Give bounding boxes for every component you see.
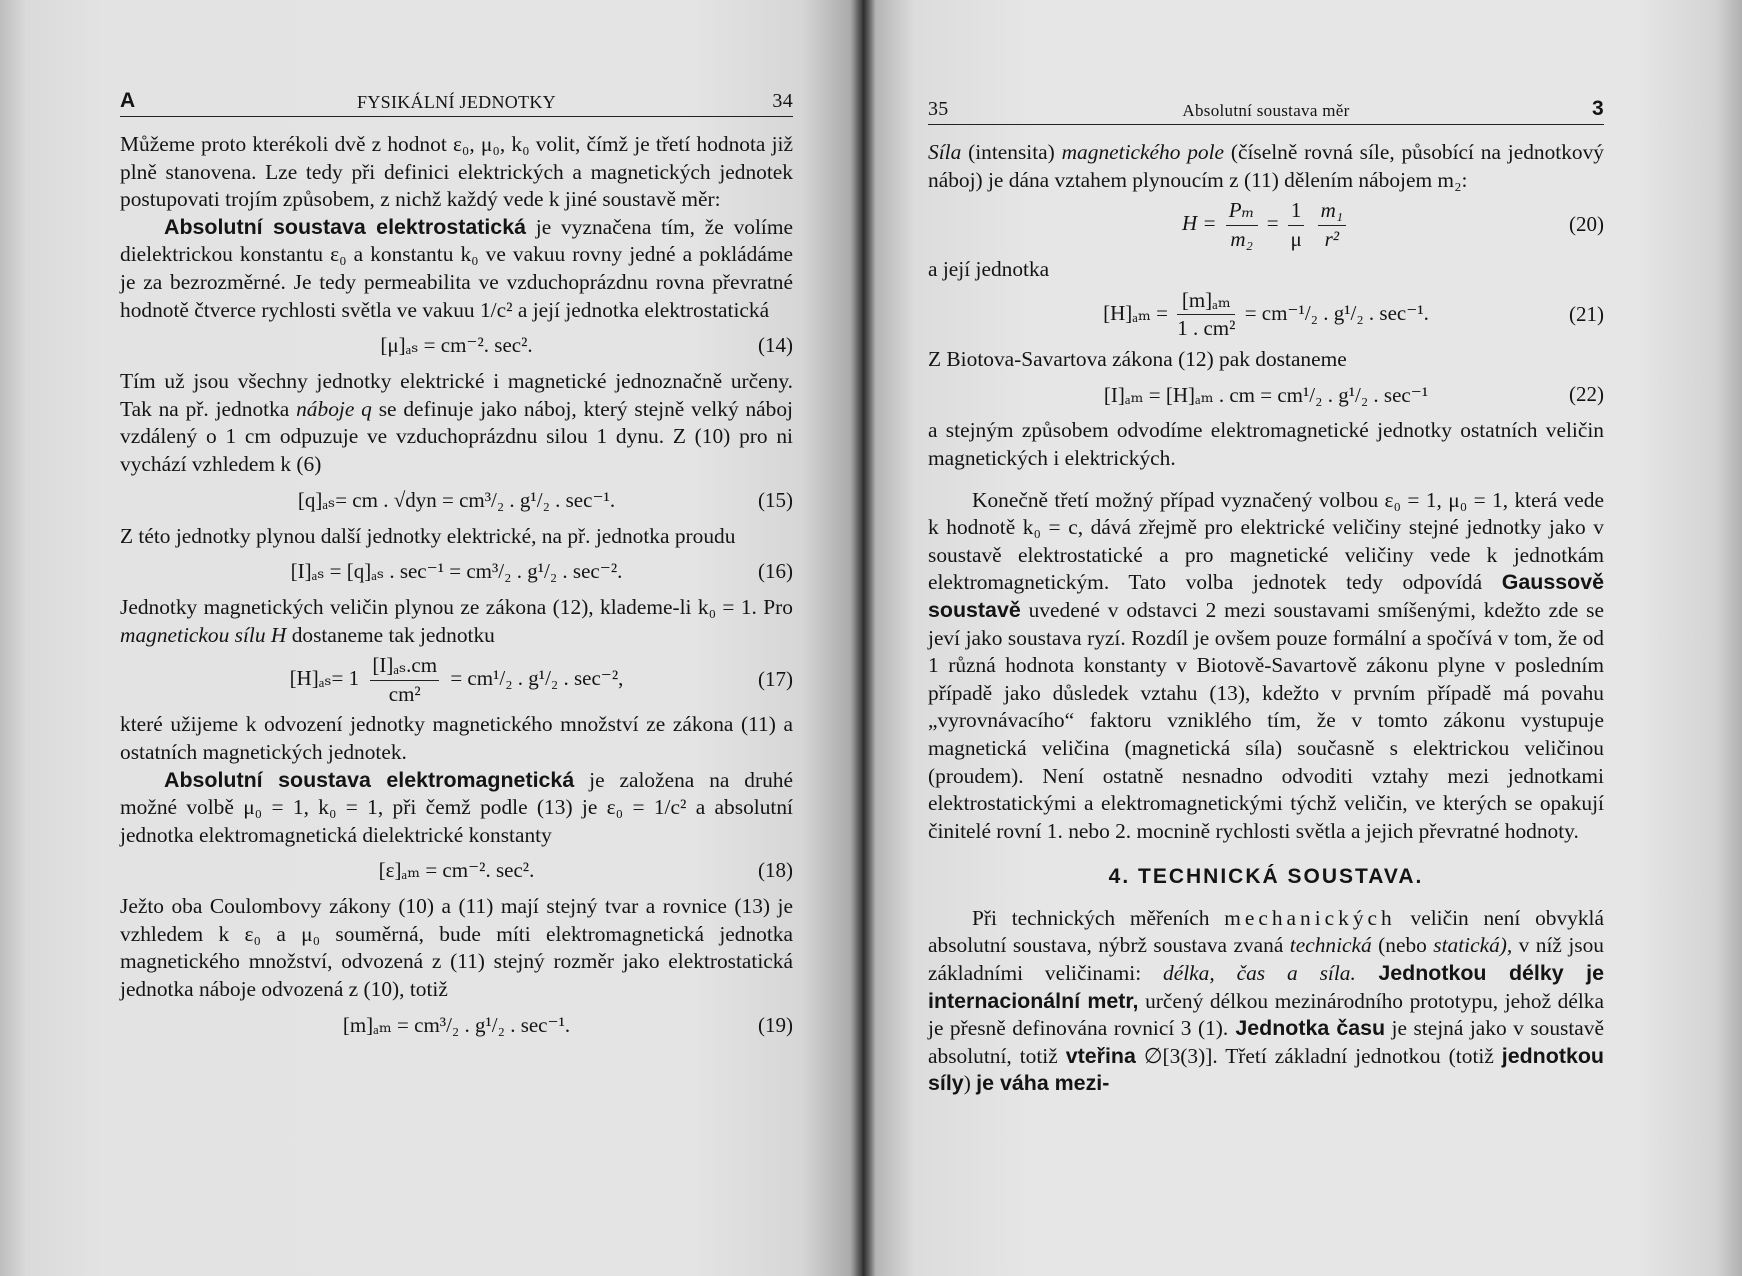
equation-expression: [ε]ₐₘ = cm⁻². sec². <box>378 858 535 883</box>
fraction-numerator: [I]ₐₛ.cm <box>370 652 439 681</box>
paragraph-text: je založena na druhé možné volbě μ₀ = 1, k₀ = 1, při čemž podle (13) je ε₀ = 1/c² a absolutní jednotka elektromagnetická dielektrické konstanty <box>120 767 793 847</box>
equation-expression <box>928 287 1604 343</box>
section-heading: 4. TECHNICKÁ SOUSTAVA. <box>1108 865 1424 889</box>
equals-sign: = <box>1266 211 1279 235</box>
bold-term: Jednotka času <box>1228 1016 1386 1041</box>
running-title: Absolutní soustava měr <box>1182 101 1350 120</box>
bold-term: jednotkou síly <box>928 1043 1604 1096</box>
fraction-numerator: Pₘ <box>1226 197 1258 226</box>
fraction-denominator: r² <box>1324 226 1340 251</box>
right-running-head <box>928 94 1604 125</box>
bold-term: Jednotkou délky je internacionální metr, <box>928 961 1604 1013</box>
paragraph <box>120 767 793 850</box>
equation-number: (17) <box>758 667 793 692</box>
paragraph <box>928 905 1604 1098</box>
equation-number: (20) <box>1569 212 1604 237</box>
italic-term: Síla <box>928 140 962 164</box>
equation-number: (21) <box>1569 301 1604 326</box>
equation-19 <box>120 1004 793 1048</box>
left-page-content <box>120 86 793 1048</box>
paragraph: a stejným způsobem odvodíme elektromagnetické jednotky ostatních veličin magnetických i elektrických. <box>928 418 1604 470</box>
right-body <box>928 139 1604 1098</box>
fraction-numerator: 1 <box>1288 197 1305 226</box>
paragraph-text: Při technických měřeních <box>972 905 1225 930</box>
paragraph-text: je vyznačena tím, že volíme dielektrickou konstantu ε₀ a konstantu k₀ ve vakuu rovny jedné a pokládáme je za bezrozměrné. Je tedy permeabilita ve vzduchoprázdnu rovna převratné hodnotě čtverce rychlosti světla ve vakuu 1/c² a její jednotka elektrostatická <box>120 214 794 322</box>
italic-term: délka, čas a síla. <box>1163 961 1356 986</box>
paragraph: a její jednotka <box>928 257 1050 282</box>
book-gutter <box>850 0 876 1276</box>
equation-17 <box>120 649 793 711</box>
paragraph <box>928 487 1604 846</box>
equation-lhs: [H]ₐₛ= 1 <box>289 666 360 691</box>
equation-18 <box>120 849 793 893</box>
paragraph-text: se definuje jako náboj, který stejně velký náboj vzdálený o 1 cm odpuzuje ve vzduchoprázdnu silou 1 dynu. Z (10) pro ni vychází vzhledem k (6) <box>120 396 793 476</box>
equation-expression <box>120 652 793 708</box>
paragraph-text: ) <box>963 1071 977 1096</box>
equation-expression: [I]ₐₘ = [H]ₐₘ . cm = cm¹/₂ . g¹/₂ . sec⁻¹ <box>1103 382 1429 407</box>
equation-number: (22) <box>1569 382 1604 407</box>
equation-expression: [m]ₐₘ = cm³/₂ . g¹/₂ . sec⁻¹. <box>342 1012 571 1037</box>
left-body <box>120 131 793 1048</box>
fraction-denominator: μ <box>1290 226 1302 251</box>
fraction-numerator: m₁ <box>1318 197 1346 226</box>
right-page-content <box>928 94 1604 1098</box>
bold-term: Gaussově soustavě <box>928 570 1604 622</box>
italic-term: technická <box>1289 933 1372 958</box>
fraction <box>370 652 439 708</box>
paragraph: Z této jednotky plynou další jednotky elektrické, na př. jednotka proudu <box>120 523 736 548</box>
fraction <box>1288 197 1305 253</box>
running-title: FYSIKÁLNÍ JEDNOTKY <box>357 92 556 112</box>
paragraph: Ježto oba Coulombovy zákony (10) a (11) mají stejný tvar a rovnice (13) je vzhledem k ε₀ a μ₀ souměrná, bude míti elektromagnetická jednotka magnetického množství, odvozená z (11) stejný rozměr jako elektrostatická jednotka náboje odvozená z (10), totiž <box>120 894 793 1002</box>
paragraph <box>928 139 1604 194</box>
equation-lhs: H = <box>1181 211 1217 235</box>
bold-term: Absolutní soustava elektromagnetická <box>164 767 575 792</box>
fraction-denominator: cm² <box>388 681 421 706</box>
fraction-numerator: [m]ₐₘ <box>1177 287 1235 316</box>
fraction <box>1226 197 1258 253</box>
paragraph-text: Jednotky magnetických veličin plynou ze zákona (12), klademe-li k₀ = 1. Pro <box>120 595 793 620</box>
fraction-denominator: m₂ <box>1230 226 1253 251</box>
paragraph-text: Tím už jsou všechny jednotky elektrické i magnetické jednoznačně určeny. Tak na př. jednotka <box>120 369 793 421</box>
equation-expression: [I]ₐₛ = [q]ₐₛ . sec⁻¹ = cm³/₂ . g¹/₂ . sec⁻². <box>290 559 623 584</box>
equation-15 <box>120 479 793 523</box>
equation-number: (19) <box>758 1012 793 1037</box>
page-number: 35 <box>928 98 949 120</box>
equation-rhs: = cm⁻¹/₂ . g¹/₂ . sec⁻¹. <box>1244 300 1429 325</box>
equation-number: (16) <box>758 559 793 584</box>
bold-term: vteřina <box>1065 1043 1136 1068</box>
left-page <box>0 0 862 1276</box>
equation-number: (15) <box>758 487 793 512</box>
equation-21 <box>928 284 1604 346</box>
italic-term: náboje q <box>296 396 372 421</box>
left-running-head <box>120 86 793 117</box>
paragraph <box>120 368 793 478</box>
paragraph-text: dostaneme tak jednotku <box>286 622 495 647</box>
paragraph-text: ∅[3(3)]. Třetí základní jednotkou (totiž <box>1135 1043 1502 1068</box>
equation-expression: [q]ₐₛ= cm . √dyn = cm³/₂ . g¹/₂ . sec⁻¹. <box>297 487 616 512</box>
fraction <box>1177 287 1235 343</box>
italic-term: magnetickou sílu H <box>120 622 287 647</box>
fraction <box>1318 197 1346 253</box>
bold-term: Absolutní soustava elektrostatická <box>164 214 526 239</box>
paragraph-text: (číselně rovná síle, působící na jednotkový náboj) je dána vztahem plynoucím z (11) dělením nábojem m₂: <box>928 140 1605 192</box>
chapter-number: 3 <box>1592 97 1604 120</box>
paragraph <box>120 214 793 324</box>
equation-14 <box>120 324 793 368</box>
fraction-denominator: 1 . cm² <box>1177 316 1236 341</box>
equation-expression: [μ]ₐₛ = cm⁻². sec². <box>380 333 533 358</box>
page-number: 34 <box>772 90 793 112</box>
equation-number: (14) <box>758 333 793 358</box>
paragraph: které užijeme k odvození jednotky magnetického množství ze zákona (11) a ostatních magnetických jednotek. <box>120 712 793 764</box>
equation-expression <box>928 197 1604 253</box>
paragraph-text: Konečně třetí možný případ vyznačený volbou ε₀ = 1, μ₀ = 1, která vede k hodnotě k₀ = c, dává zřejmě pro elektrické veličiny stejné jednotky jako v soustavě elektrostatické a pro magnetické veličiny vede k jednotkám elektromagnetickým. Tato volba jednotek tedy odpovídá <box>928 487 1604 595</box>
equation-22 <box>928 373 1604 417</box>
paragraph-text: uvedené v odstavci 2 mezi soustavami smíšenými, kdežto zde se jeví jako soustava ryzí. Rozdíl je ovšem pouze formální a spočívá v tom, že od 1 různá hodnota konstanty v Biotově-Savartově zákonu plyne v posledním případě jako důsledek vztahu (13), kdežto v prvním případě má povahu „vyrovnávacího“ faktoru vzniklého tím, že v tomto zákonu vystupuje magnetická veličina (magnetická síla) současně s elektrickou veličinou (proudem). Není ostatně nesnadno odvoditi vztahy mezi jednotkami elektrostatickými a elektromagnetickými týchž veličin, ve kterých se opakují činitelé rovní 1. nebo 2. mocnině rychlosti světla a jejich převratné hodnoty. <box>928 597 1604 843</box>
equation-lhs: [H]ₐₘ = <box>1103 300 1168 325</box>
paragraph-text: určený délkou mezinárodního prototypu, jehož délka je přesně definována rovnicí 3 (1). <box>928 988 1604 1041</box>
paragraph-text: veličin není obvyklá absolutní soustava, nýbrž soustava zvaná <box>928 905 1604 958</box>
equation-rhs: = cm¹/₂ . g¹/₂ . sec⁻², <box>450 666 624 691</box>
italic-term: statická), <box>1433 933 1513 958</box>
section-letter: A <box>120 89 136 112</box>
equation-number: (18) <box>758 858 793 883</box>
bold-term: je váha mezi- <box>976 1071 1110 1096</box>
paragraph: Můžeme proto kterékoli dvě z hodnot ε₀, μ₀, k₀ volit, čímž je třetí hodnota již plně stanovena. Lze tedy při definici elektrických a magnetických jednotek postupovati trojím způsobem, z nichž každý vede k jiné soustavě měr: <box>120 132 793 212</box>
equation-20 <box>928 194 1604 256</box>
paragraph-text: v níž jsou základními veličinami: <box>928 933 1604 986</box>
paragraph-text: (intensita) <box>961 140 1062 164</box>
paragraph: Z Biotova-Savartova zákona (12) pak dostaneme <box>928 346 1347 371</box>
equation-16 <box>120 550 793 594</box>
paragraph-text: je stejná jako v soustavě absolutní, totiž <box>928 1016 1604 1068</box>
paragraph-text: (nebo <box>1371 933 1434 958</box>
right-page <box>862 0 1742 1276</box>
paragraph <box>120 594 793 649</box>
italic-term: magnetického pole <box>1061 140 1225 164</box>
spaced-term: mechanických <box>1224 905 1396 930</box>
